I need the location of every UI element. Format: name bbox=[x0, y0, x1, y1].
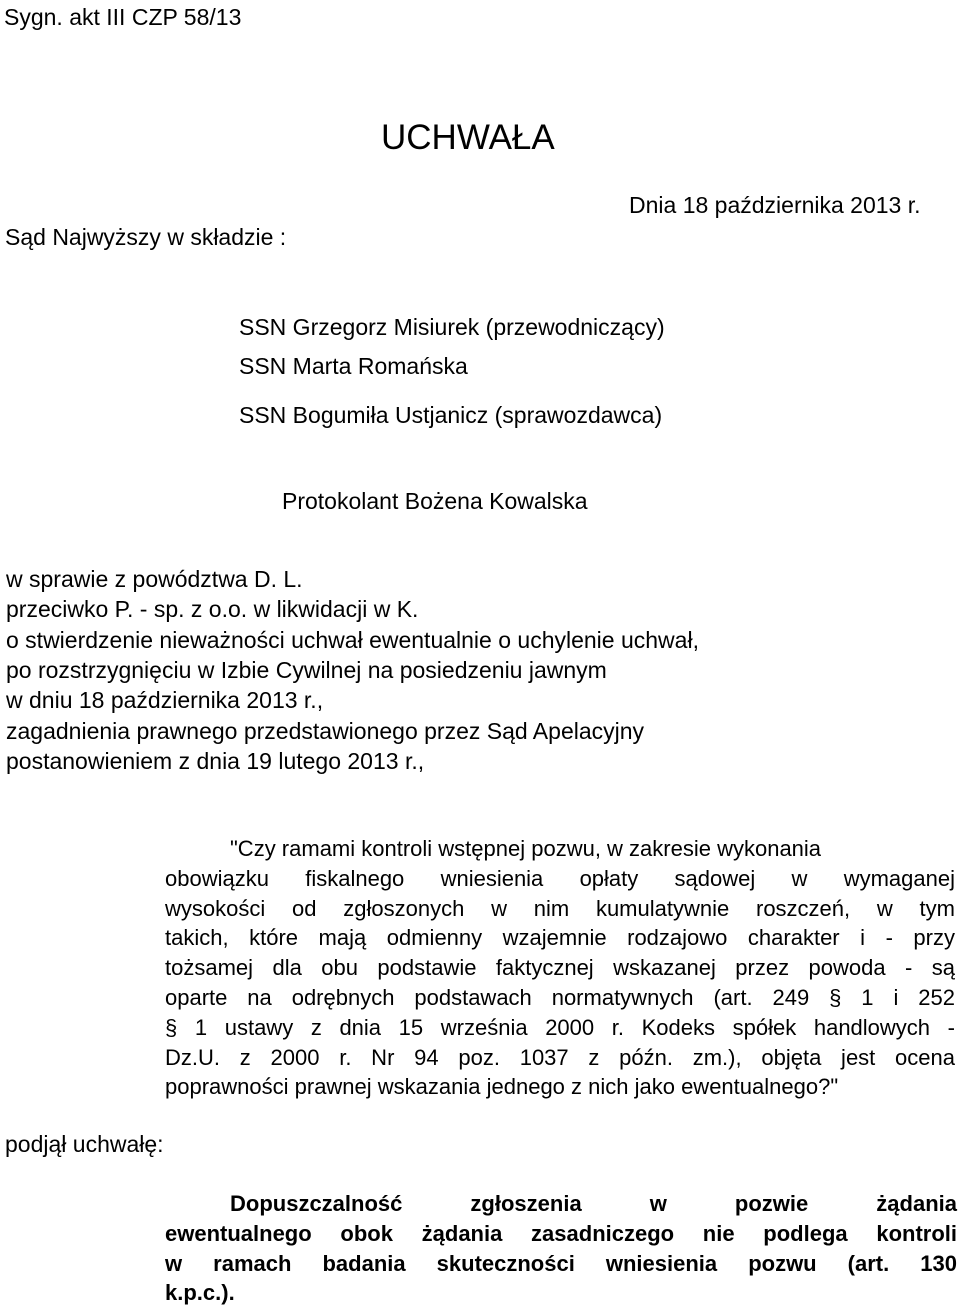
ruling-line: Dopuszczalność zgłoszenia w pozwie żądania bbox=[230, 1191, 957, 1216]
question-line: "Czy ramami kontroli wstępnej pozwu, w zakresie wykonania bbox=[230, 836, 822, 861]
question-line: Dz.U. z 2000 r. Nr 94 poz. 1037 z późn. zm.), objęta jest ocena bbox=[165, 1044, 955, 1070]
question-line: poprawności prawnej wskazania jednego z nich jako ewentualnego?" bbox=[165, 1074, 839, 1100]
case-signature: Sygn. akt III CZP 58/13 bbox=[4, 4, 242, 30]
case-line: o stwierdzenie nieważności uchwał ewentualnie o uchylenie uchwał, bbox=[6, 627, 699, 653]
question-line: § 1 ustawy z dnia 15 września 2000 r. Kodeks spółek handlowych - bbox=[165, 1014, 955, 1040]
court-clerk: Protokolant Bożena Kowalska bbox=[282, 488, 588, 514]
case-line: przeciwko P. - sp. z o.o. w likwidacji w K. bbox=[6, 596, 419, 622]
judgment-date: Dnia 18 października 2013 r. bbox=[629, 192, 921, 218]
question-line: takich, które mają odmienny wzajemnie rodzajowo charakter i - przy bbox=[165, 925, 955, 951]
case-line: zagadnienia prawnego przedstawionego przez Sąd Apelacyjny bbox=[6, 718, 645, 744]
question-line: wysokości od zgłoszonych w nim kumulatywnie roszczeń, w tym bbox=[165, 895, 955, 921]
ruling-line: w ramach badania skuteczności wniesienia pozwu (art. 130 bbox=[165, 1250, 957, 1276]
judge-item: SSN Grzegorz Misiurek (przewodniczący) bbox=[239, 314, 665, 340]
ruling-line: ewentualnego obok żądania zasadniczego nie podlega kontroli bbox=[165, 1220, 957, 1246]
document-title: UCHWAŁA bbox=[381, 118, 555, 157]
judge-item: SSN Marta Romańska bbox=[239, 353, 468, 379]
ruling-line: k.p.c.). bbox=[165, 1280, 235, 1306]
judge-item: SSN Bogumiła Ustjanicz (sprawozdawca) bbox=[239, 402, 663, 428]
case-line: po rozstrzygnięciu w Izbie Cywilnej na posiedzeniu jawnym bbox=[6, 657, 607, 683]
court-composition-label: Sąd Najwyższy w składzie : bbox=[5, 224, 287, 250]
case-line: w dniu 18 października 2013 r., bbox=[6, 687, 324, 713]
resolution-ruling bbox=[165, 1189, 957, 1308]
question-line: obowiązku fiskalnego wniesienia opłaty sądowej w wymaganej bbox=[165, 865, 955, 891]
legal-question bbox=[165, 834, 955, 1102]
question-line: oparte na odrębnych podstawach normatywnych (art. 249 § 1 i 252 bbox=[165, 984, 955, 1010]
question-line: tożsamej dla obu podstawie faktycznej wskazanej przez powoda - są bbox=[165, 955, 955, 981]
resolution-label: podjął uchwałę: bbox=[5, 1131, 164, 1157]
case-line: postanowieniem z dnia 19 lutego 2013 r., bbox=[6, 748, 425, 774]
case-line: w sprawie z powództwa D. L. bbox=[6, 566, 303, 592]
